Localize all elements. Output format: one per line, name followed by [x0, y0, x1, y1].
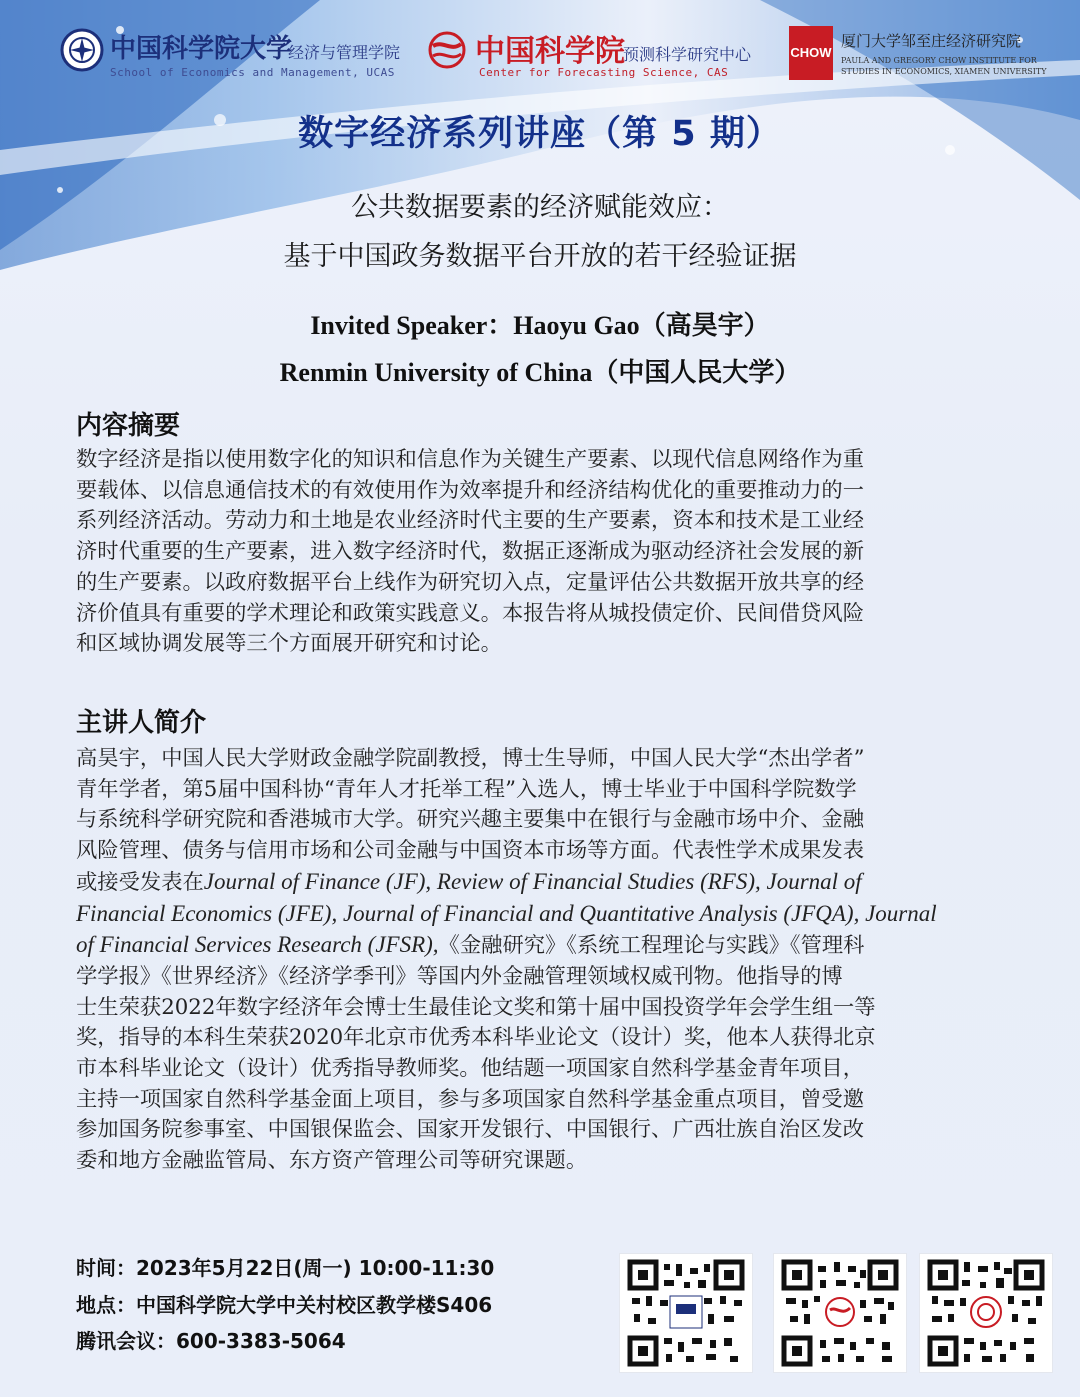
bio-journals-prefix: 或接受发表在 — [76, 869, 204, 895]
chow-mark-text: CHOW — [790, 45, 832, 60]
cfs-logo-dept: 预测科学研究中心 — [623, 45, 752, 64]
cfs-logo-english: Center for Forecasting Science, CAS — [479, 66, 729, 79]
bio-heading: 主讲人简介 — [76, 708, 207, 738]
qr-code-icon — [920, 1254, 1052, 1372]
abstract-line: 济价值具有重要的学术理论和政策实践意义。本报告将从城投债定价、民间借贷风险 — [76, 600, 864, 626]
abstract-line: 和区域协调发展等三个方面展开研究和讨论。 — [76, 631, 502, 657]
event-place: 地点：中国科学院大学中关村校区教学楼S406 — [76, 1293, 493, 1317]
abstract-line: 的生产要素。以政府数据平台上线作为研究切入点，定量评估公共数据开放共享的经 — [76, 569, 864, 595]
ucas-logo-dept: 经济与管理学院 — [288, 43, 401, 62]
bio-journals-cn: 《金融研究》《系统工程理论与实践》《管理科 — [438, 933, 865, 959]
ucas-emblem-icon — [60, 28, 104, 72]
bio-line: 参加国务院参事室、中国银保监会、国家开发银行、中国银行、广西壮族自治区发改 — [76, 1117, 864, 1143]
abstract-heading: 内容摘要 — [76, 411, 181, 441]
abstract-body — [76, 445, 1006, 660]
bio-body — [76, 744, 1006, 1177]
bio-line: 主持一项国家自然科学基金面上项目，参与多项国家自然科学基金重点项目，曾受邀 — [76, 1086, 864, 1112]
ucas-logo-english: School of Economics and Management, UCAS — [110, 66, 395, 79]
ucas-logo-title: 中国科学院大学 — [110, 34, 293, 64]
bio-line: 士生荣获2022年数字经济年会博士生最佳论文奖和第十届中国投资学年会学生组一等 — [76, 994, 876, 1020]
chow-logo — [785, 18, 1045, 88]
qr-code-icon — [774, 1254, 906, 1372]
bio-journals-en-3: of Financial Services Research (JFSR), — [76, 932, 439, 958]
cfs-logo — [425, 18, 765, 88]
bio-journals-en-2: Financial Economics (JFE), Journal of Financial and Quantitative Analysis (JFQA), Journal — [76, 900, 937, 926]
cfs-logo-title: 中国科学院 — [475, 34, 625, 69]
event-meeting-id[interactable]: 腾讯会议：600-3383-5064 — [76, 1329, 346, 1353]
qr-code-chow[interactable] — [920, 1254, 1052, 1372]
bio-line: 委和地方金融监管局、东方资产管理公司等研究课题。 — [76, 1148, 588, 1174]
bio-line: 与系统科学研究院和香港城市大学。研究兴趣主要集中在银行与金融市场中介、金融 — [76, 807, 864, 833]
logo-row — [0, 18, 1080, 88]
qr-code-cfs[interactable] — [774, 1254, 906, 1372]
chow-logo-english-1: PAULA AND GREGORY CHOW INSTITUTE FOR — [841, 56, 1037, 65]
speaker-name: Invited Speaker：Haoyu Gao（高昊宇） — [310, 311, 770, 340]
chow-logo-english-2: STUDIES IN ECONOMICS, XIAMEN UNIVERSITY — [841, 67, 1047, 76]
abstract-line: 要载体、以信息通信技术的有效使用作为效率提升和经济结构优化的重要推动力的一 — [76, 477, 864, 503]
cfs-emblem-icon — [425, 30, 469, 70]
bio-line: 奖，指导的本科生荣获2020年北京市优秀本科毕业论文（设计）奖，他本人获得北京 — [76, 1025, 876, 1051]
bio-journals-line — [76, 930, 1006, 962]
topic-line-1: 公共数据要素的经济赋能效应： — [351, 192, 729, 223]
bio-journals-line — [76, 867, 1006, 899]
event-time: 时间：2023年5月22日(周一) 10:00-11:30 — [76, 1256, 495, 1280]
abstract-line: 数字经济是指以使用数字化的知识和信息作为关键生产要素、以现代信息网络作为重 — [76, 447, 864, 472]
chow-mark-icon — [789, 26, 833, 80]
bio-line: 学学报》《世界经济》《经济学季刊》等国内外金融管理领域权威刊物。他指导的博 — [76, 963, 843, 989]
bio-journals-en-1: Journal of Finance (JF), Review of Financial Studies (RFS), Journal of — [203, 868, 862, 894]
abstract-line: 济时代重要的生产要素，进入数字经济时代，数据正逐渐成为驱动经济社会发展的新 — [76, 539, 864, 565]
bio-line: 风险管理、债务与信用市场和公司金融与中国资本市场等方面。代表性学术成果发表 — [76, 838, 864, 864]
topic-line-2: 基于中国政务数据平台开放的若干经验证据 — [283, 241, 797, 272]
ucas-logo — [60, 18, 400, 88]
bio-line: 青年学者，第5届中国科协“青年人才托举工程”入选人，博士毕业于中国科学院数学 — [76, 776, 857, 802]
page-title: 数字经济系列讲座（第 5 期） — [298, 114, 782, 154]
chow-logo-title: 厦门大学邹至庄经济研究院 — [841, 32, 1022, 50]
qr-code-ucas[interactable] — [620, 1254, 752, 1372]
speaker-affiliation: Renmin University of China（中国人民大学） — [279, 358, 801, 387]
bio-journals-line — [76, 899, 1006, 931]
bio-line: 高昊宇，中国人民大学财政金融学院副教授，博士生导师，中国人民大学“杰出学者” — [76, 746, 865, 771]
bio-line: 市本科毕业论文（设计）优秀指导教师奖。他结题一项国家自然科学基金青年项目， — [76, 1056, 864, 1082]
abstract-line: 系列经济活动。劳动力和土地是农业经济时代主要的生产要素，资本和技术是工业经 — [76, 508, 864, 534]
qr-code-icon — [620, 1254, 752, 1372]
